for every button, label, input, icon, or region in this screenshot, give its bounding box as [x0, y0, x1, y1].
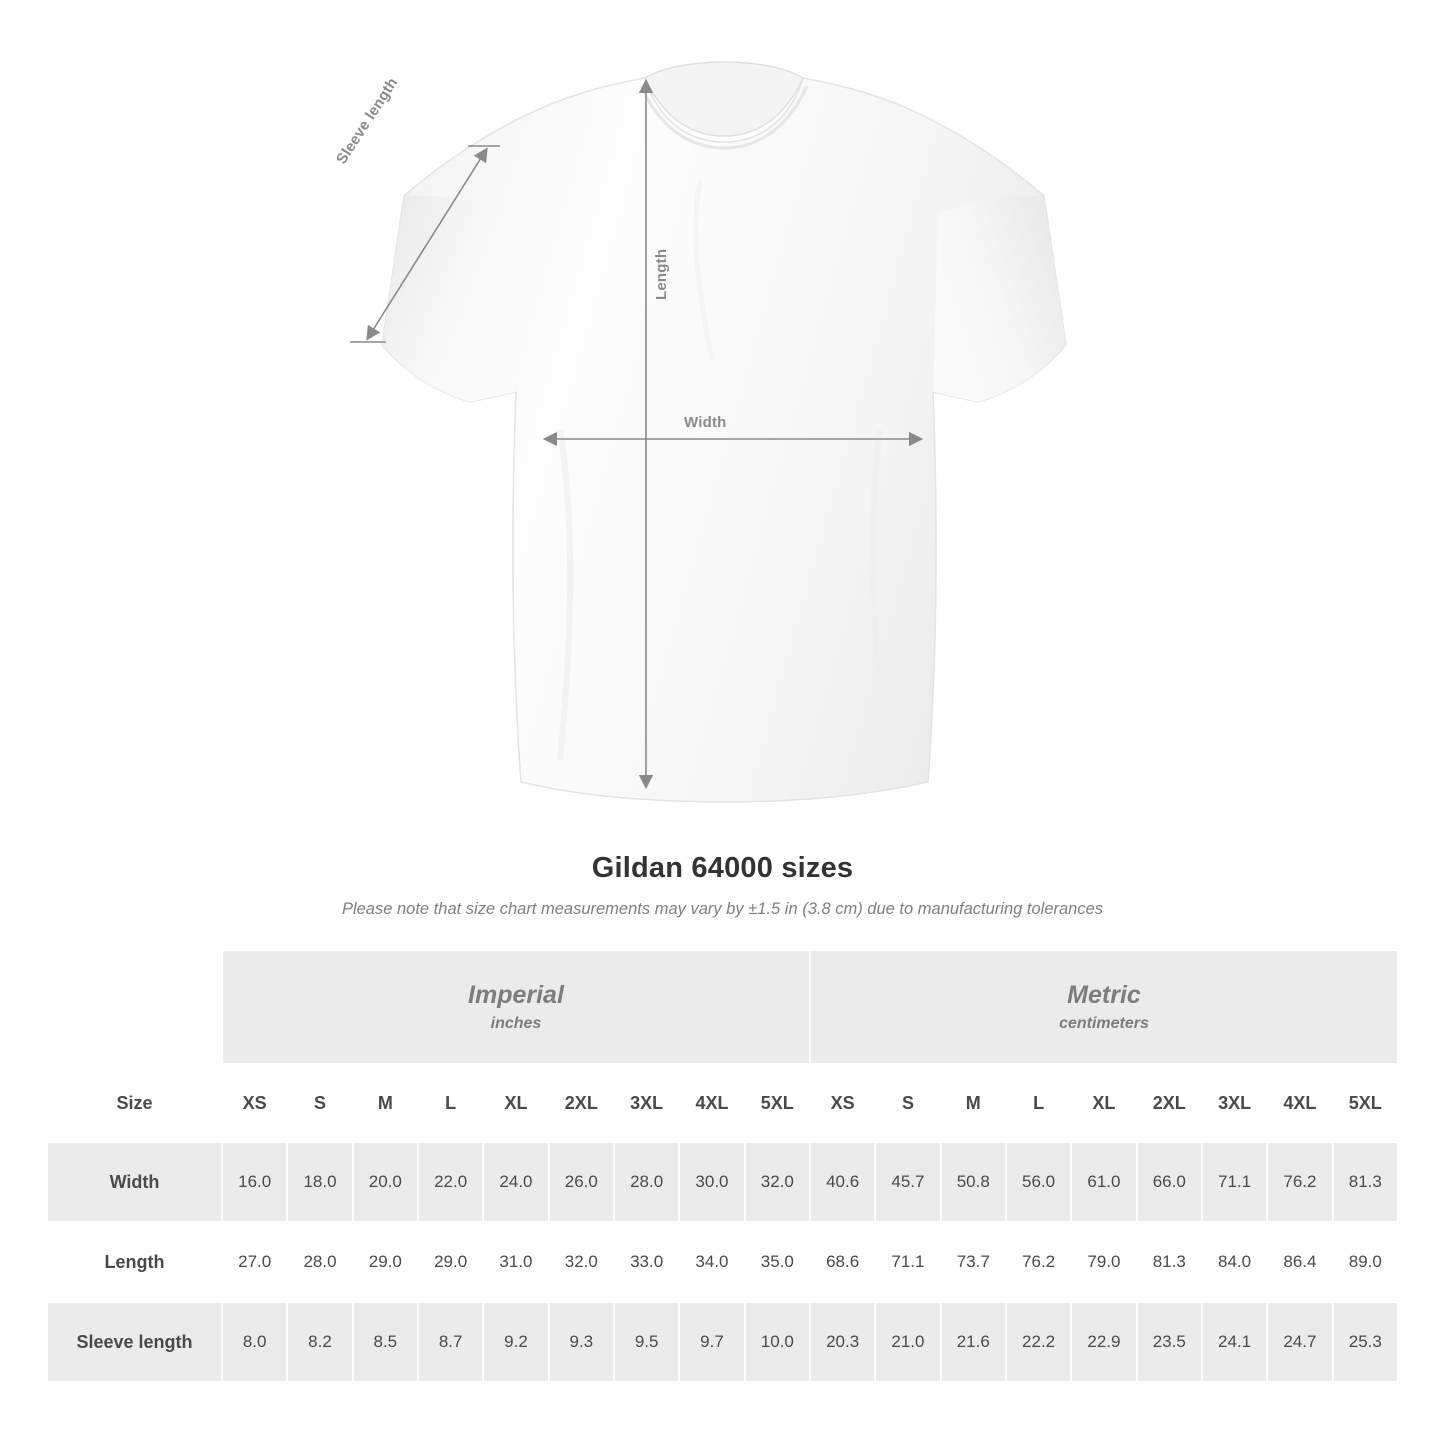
- cell-sleeve-17: 25.3: [1333, 1302, 1398, 1382]
- size-col-4xl-imp: 4XL: [679, 1064, 744, 1142]
- cell-width-15: 71.1: [1202, 1142, 1267, 1222]
- cell-width-13: 61.0: [1071, 1142, 1136, 1222]
- cell-width-7: 30.0: [679, 1142, 744, 1222]
- cell-length-3: 29.0: [418, 1222, 483, 1302]
- size-col-3xl-met: 3XL: [1202, 1064, 1267, 1142]
- cell-width-2: 20.0: [353, 1142, 418, 1222]
- size-col-xs-imp: XS: [222, 1064, 287, 1142]
- cell-length-16: 86.4: [1267, 1222, 1332, 1302]
- cell-width-11: 50.8: [941, 1142, 1006, 1222]
- cell-width-1: 18.0: [287, 1142, 352, 1222]
- cell-sleeve-3: 8.7: [418, 1302, 483, 1382]
- cell-length-8: 35.0: [745, 1222, 810, 1302]
- size-table-container: [0, 949, 1445, 1383]
- cell-width-14: 66.0: [1137, 1142, 1202, 1222]
- cell-length-9: 68.6: [810, 1222, 875, 1302]
- cell-width-10: 45.7: [875, 1142, 940, 1222]
- size-row-label: Size: [47, 1064, 222, 1142]
- cell-length-0: 27.0: [222, 1222, 287, 1302]
- size-col-m-met: M: [941, 1064, 1006, 1142]
- cell-sleeve-11: 21.6: [941, 1302, 1006, 1382]
- imperial-group-header: [222, 950, 810, 1064]
- metric-group-header: [810, 950, 1398, 1064]
- cell-length-10: 71.1: [875, 1222, 940, 1302]
- unit-header-row: [47, 950, 1398, 1064]
- cell-length-11: 73.7: [941, 1222, 1006, 1302]
- cell-length-6: 33.0: [614, 1222, 679, 1302]
- cell-length-17: 89.0: [1333, 1222, 1398, 1302]
- cell-sleeve-12: 22.2: [1006, 1302, 1071, 1382]
- row-label-sleeve-length: Sleeve length: [47, 1302, 222, 1382]
- cell-width-6: 28.0: [614, 1142, 679, 1222]
- imperial-unit: inches: [490, 1015, 542, 1033]
- cell-width-9: 40.6: [810, 1142, 875, 1222]
- cell-width-12: 56.0: [1006, 1142, 1071, 1222]
- size-col-s-imp: S: [287, 1064, 352, 1142]
- size-col-l-imp: L: [418, 1064, 483, 1142]
- size-col-3xl-imp: 3XL: [614, 1064, 679, 1142]
- row-label-length: Length: [47, 1222, 222, 1302]
- cell-width-17: 81.3: [1333, 1142, 1398, 1222]
- cell-sleeve-2: 8.5: [353, 1302, 418, 1382]
- sleeve-length-label: Sleeve length: [333, 74, 402, 168]
- cell-sleeve-8: 10.0: [745, 1302, 810, 1382]
- size-header-row: [47, 1064, 1398, 1142]
- measurement-tolerance-note: Please note that size chart measurements may vary by ±1.5 in (3.8 cm) due to manufacturing tolerances: [341, 900, 1104, 918]
- cell-length-14: 81.3: [1137, 1222, 1202, 1302]
- row-label-width: Width: [47, 1142, 222, 1222]
- cell-sleeve-4: 9.2: [483, 1302, 548, 1382]
- cell-length-2: 29.0: [353, 1222, 418, 1302]
- cell-width-8: 32.0: [745, 1142, 810, 1222]
- metric-unit: centimeters: [1059, 1015, 1149, 1033]
- cell-sleeve-6: 9.5: [614, 1302, 679, 1382]
- cell-width-16: 76.2: [1267, 1142, 1332, 1222]
- size-col-2xl-imp: 2XL: [549, 1064, 614, 1142]
- title-block: [0, 852, 1445, 919]
- page-title: Gildan 64000 sizes: [591, 852, 854, 884]
- table-corner-cell: [47, 950, 222, 1064]
- cell-length-1: 28.0: [287, 1222, 352, 1302]
- size-col-xl-imp: XL: [483, 1064, 548, 1142]
- cell-sleeve-1: 8.2: [287, 1302, 352, 1382]
- cell-width-4: 24.0: [483, 1142, 548, 1222]
- cell-width-3: 22.0: [418, 1142, 483, 1222]
- size-col-5xl-imp: 5XL: [745, 1064, 810, 1142]
- cell-width-0: 16.0: [222, 1142, 287, 1222]
- cell-sleeve-14: 23.5: [1137, 1302, 1202, 1382]
- cell-length-5: 32.0: [549, 1222, 614, 1302]
- table-row: [47, 1302, 1398, 1382]
- size-col-m-imp: M: [353, 1064, 418, 1142]
- size-col-xl-met: XL: [1071, 1064, 1136, 1142]
- size-col-s-met: S: [875, 1064, 940, 1142]
- cell-sleeve-15: 24.1: [1202, 1302, 1267, 1382]
- size-col-5xl-met: 5XL: [1333, 1064, 1398, 1142]
- cell-length-12: 76.2: [1006, 1222, 1071, 1302]
- cell-sleeve-0: 8.0: [222, 1302, 287, 1382]
- size-col-l-met: L: [1006, 1064, 1071, 1142]
- cell-sleeve-7: 9.7: [679, 1302, 744, 1382]
- length-label: Length: [653, 248, 670, 300]
- cell-sleeve-9: 20.3: [810, 1302, 875, 1382]
- size-table: [46, 949, 1399, 1383]
- table-row: [47, 1222, 1398, 1302]
- cell-sleeve-16: 24.7: [1267, 1302, 1332, 1382]
- imperial-label: Imperial: [468, 980, 564, 1009]
- size-col-4xl-met: 4XL: [1267, 1064, 1332, 1142]
- width-label: Width: [684, 414, 727, 431]
- size-col-2xl-met: 2XL: [1137, 1064, 1202, 1142]
- metric-label: Metric: [1067, 980, 1141, 1009]
- cell-sleeve-13: 22.9: [1071, 1302, 1136, 1382]
- cell-width-5: 26.0: [549, 1142, 614, 1222]
- tshirt-shape: [382, 62, 1066, 802]
- cell-length-4: 31.0: [483, 1222, 548, 1302]
- cell-sleeve-10: 21.0: [875, 1302, 940, 1382]
- cell-sleeve-5: 9.3: [549, 1302, 614, 1382]
- cell-length-13: 79.0: [1071, 1222, 1136, 1302]
- size-col-xs-met: XS: [810, 1064, 875, 1142]
- cell-length-15: 84.0: [1202, 1222, 1267, 1302]
- cell-length-7: 34.0: [679, 1222, 744, 1302]
- table-row: [47, 1142, 1398, 1222]
